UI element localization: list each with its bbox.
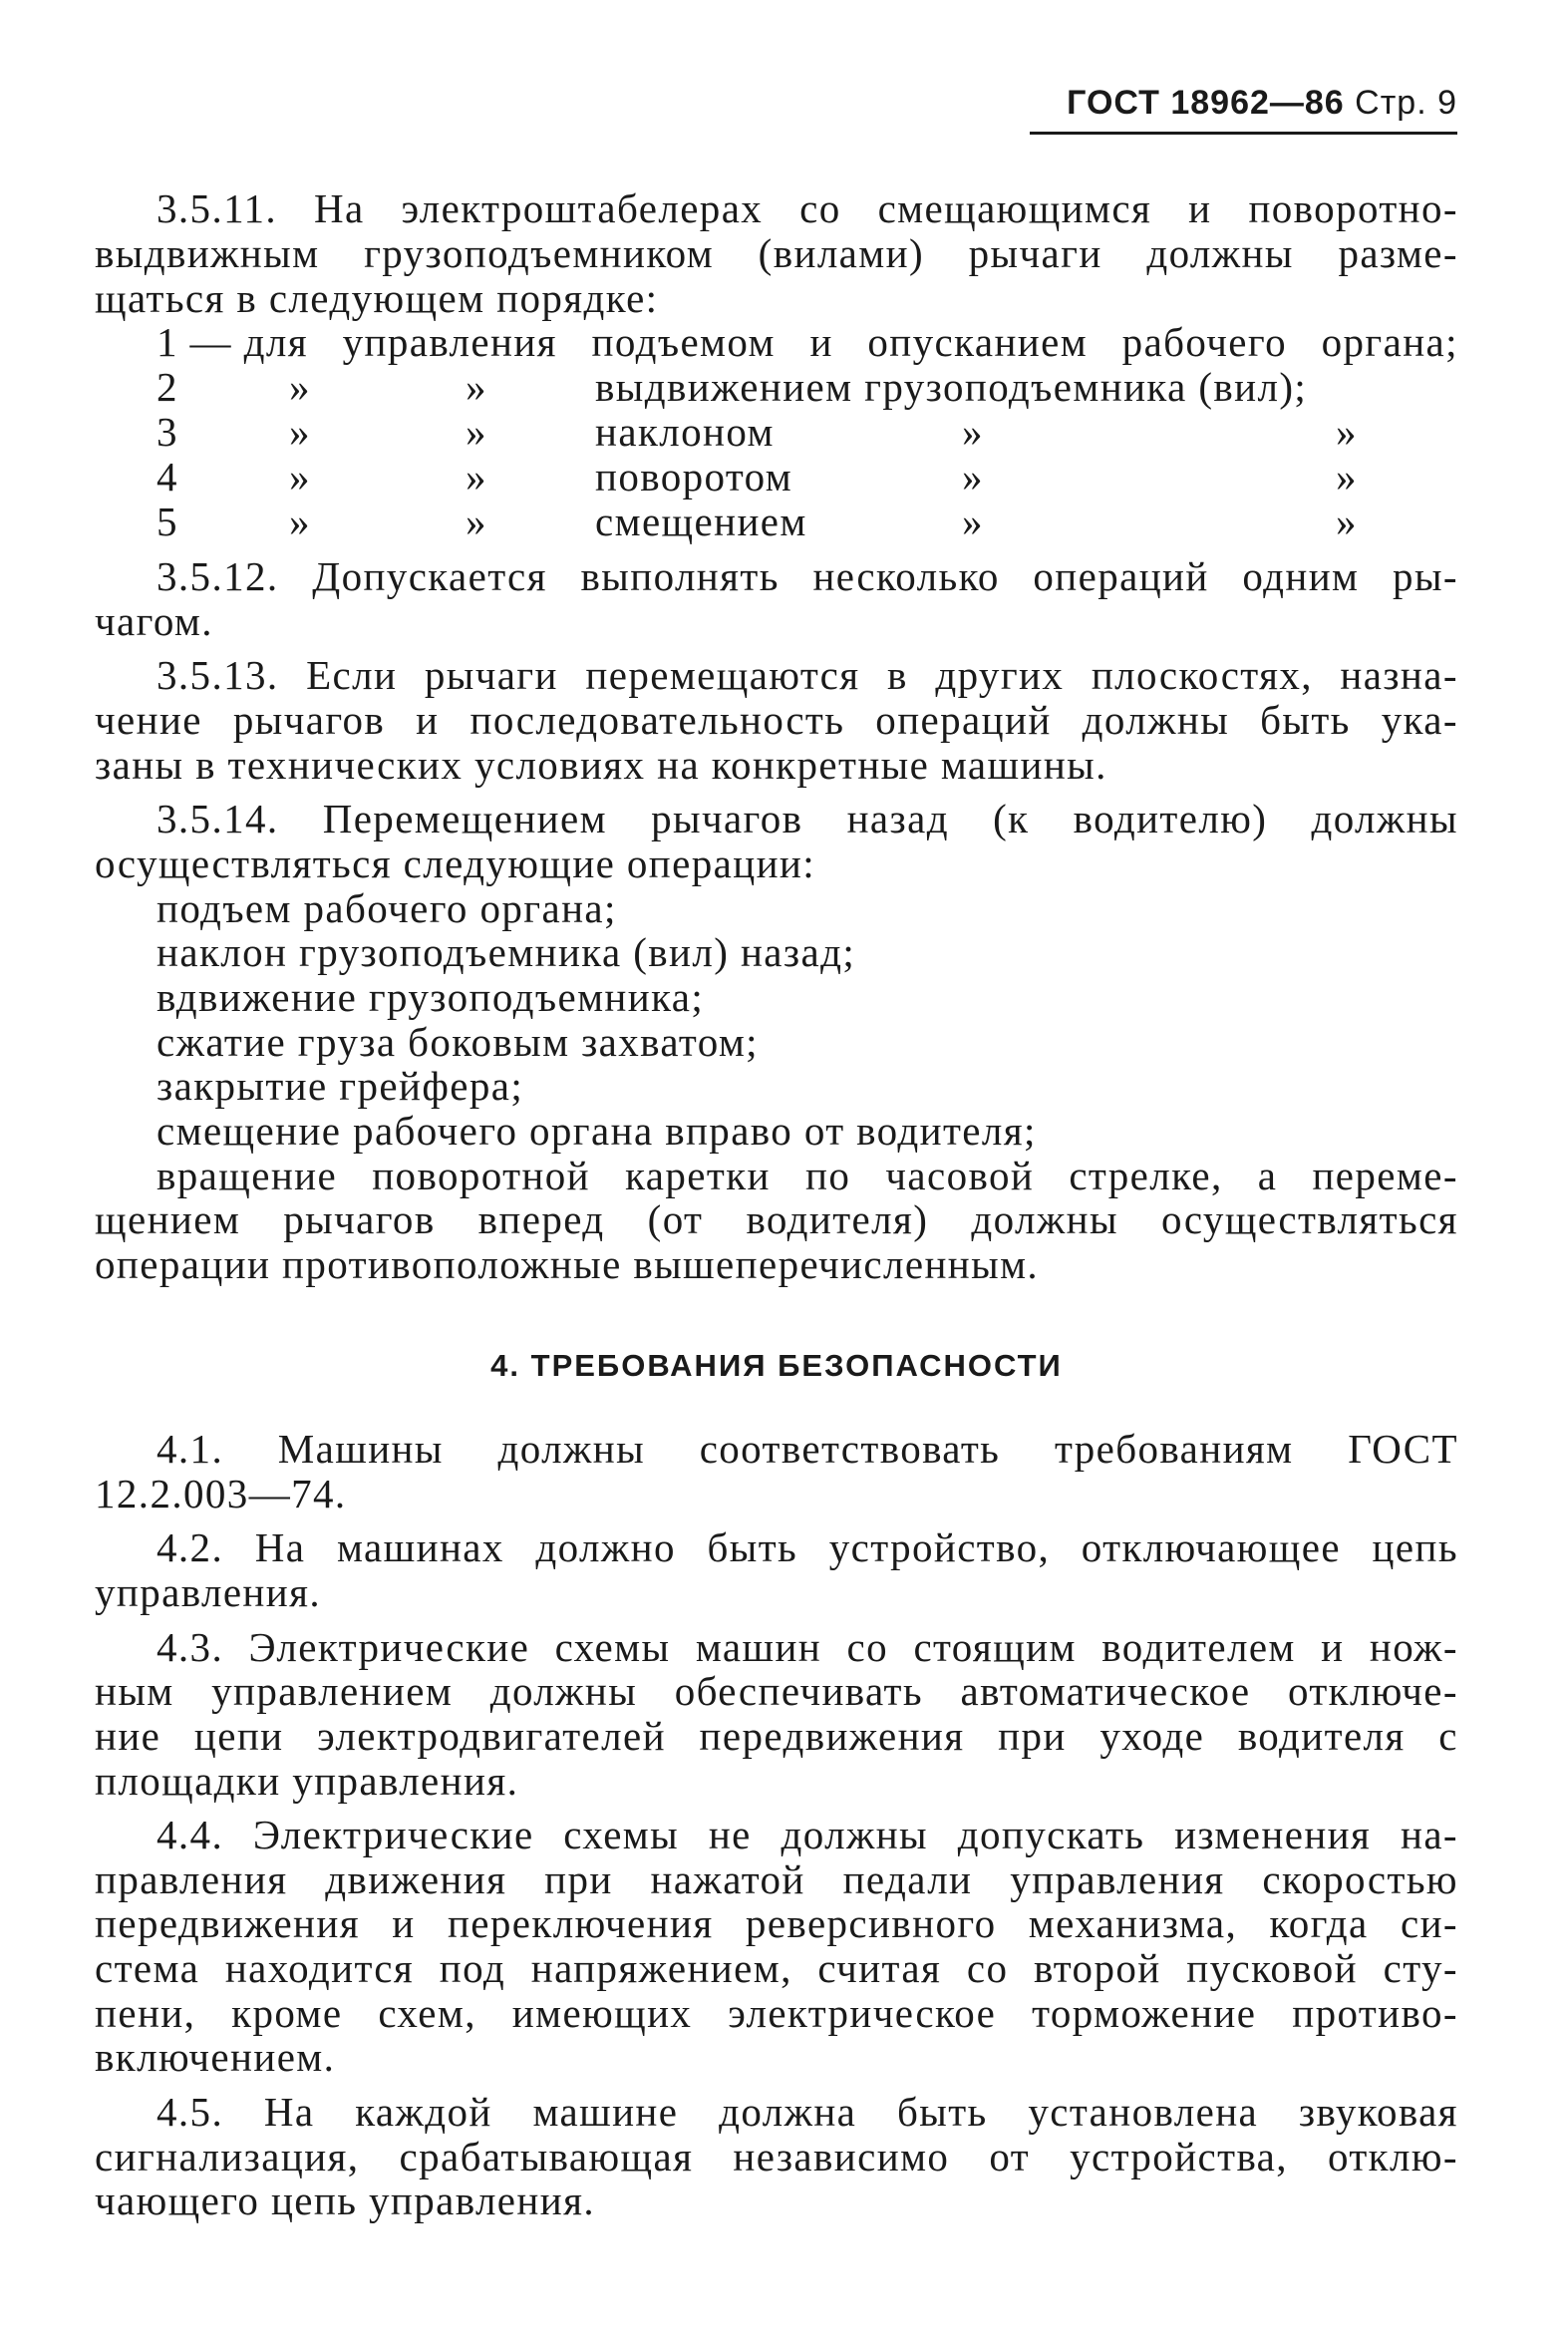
word: а [1257,1153,1278,1198]
word: Если [306,652,398,698]
word: 4.5. [157,2089,224,2135]
operation-item: закрытие грейфера; [157,1063,524,1109]
word: электродвигателей [317,1713,666,1759]
word: пени, [95,1990,196,2036]
operation-item: вдвижение грузоподъемника; [157,974,705,1020]
word: требованиям [1054,1426,1294,1472]
word: несколько [812,553,1000,599]
ditto-mark: » [962,499,984,544]
p45-line-2 [95,2132,1458,2181]
word: поворотной [372,1153,590,1198]
lever-number: 2 [157,364,178,410]
word: водителем [1101,1624,1296,1670]
word: на- [1400,1812,1458,1857]
word: быть [897,2089,988,2135]
page-header [1030,78,1457,128]
word: назна- [1340,652,1458,698]
p41-line-1 [157,1424,1458,1474]
word: рычаги [424,652,558,698]
word: (вилами) [758,230,925,276]
word: схем, [378,1990,476,2036]
p43-line-4: площадки управления. [95,1758,519,1804]
word: Электрические [248,1624,530,1670]
p44-line-3 [95,1898,1458,1948]
word: должны [489,1668,638,1714]
word: рабочего [1121,319,1287,365]
word: скоростью [1262,1856,1458,1902]
word: со [966,1945,1009,1991]
word: имеющих [511,1990,693,2036]
p3513-line-3: заны в технических условиях на конкретные машины. [95,742,1107,788]
header-page: Стр. 9 [1355,84,1457,122]
ditto-mark: » [1336,454,1358,500]
ditto-mark: » [1336,409,1358,455]
p44-line-1 [157,1810,1458,1859]
word: грузоподъемником [364,230,715,276]
p3511-line-3: щаться в следующем порядке: [95,275,659,321]
ditto-mark: » [1336,499,1358,544]
word: других [935,652,1065,698]
section-title: 4. ТРЕБОВАНИЯ БЕЗОПАСНОСТИ [490,1348,1063,1383]
word: рычагов [283,1196,436,1242]
word: перемещаются [585,652,860,698]
ditto-mark: » [289,409,311,455]
word: сигнализация, [95,2134,360,2179]
word: должна [719,2089,857,2135]
word: с [1438,1713,1458,1759]
operation-item: сжатие груза боковым захватом; [157,1019,759,1065]
word: Машины [277,1426,444,1472]
word: по [805,1153,851,1198]
word: плоскостях, [1091,652,1313,698]
word: должны [1082,697,1230,743]
word: реверсивного [745,1900,997,1946]
p3514-line-1 [157,794,1458,843]
word: не [708,1812,752,1857]
word: 4.2. [157,1524,224,1570]
word: независимо [733,2134,950,2179]
p3514-line-10 [95,1194,1458,1244]
word: правления [95,1856,288,1902]
word: ние [95,1713,161,1759]
word: цепь [1372,1524,1458,1570]
p42-line-1 [157,1522,1458,1572]
p44-line-4 [95,1943,1458,1993]
p41-line-2: 12.2.003—74. [95,1471,347,1516]
operation-item: наклон грузоподъемника (вил) назад; [157,929,856,975]
p3514-line-9 [157,1151,1458,1200]
ditto-mark: » [289,499,311,544]
word: отклю- [1327,2134,1458,2179]
word: автоматическое [960,1668,1251,1714]
word: выдвижным [95,230,320,276]
word: 4.3. [157,1624,224,1670]
word: операций [875,697,1052,743]
word: стема [95,1945,200,1991]
ditto-mark: » [466,364,487,410]
word: ГОСТ [1348,1426,1458,1472]
word: последовательность [470,697,845,743]
word: водителя [1237,1713,1406,1759]
word: (к [993,796,1030,841]
word: управления [1010,1856,1225,1902]
word: На [254,1524,306,1570]
word: подъемом [591,319,776,365]
p43-line-3 [95,1711,1458,1761]
word: водителю) [1073,796,1268,841]
word: вперед [477,1196,605,1242]
word: рычагов [232,697,386,743]
word: устройства, [1070,2134,1288,2179]
word: при [544,1856,613,1902]
ditto-mark: » [466,499,487,544]
p42-line-2: управления. [95,1569,322,1615]
word: переме- [1312,1153,1458,1198]
word: должны [1146,230,1294,276]
word: должны [497,1426,646,1472]
word: осуществляться [1160,1196,1458,1242]
word: быть [1260,697,1351,743]
p3511-line-4 [157,317,1458,367]
word: органа; [1321,319,1458,365]
word: механизма, [1028,1900,1238,1946]
word: машинах [336,1524,504,1570]
p3513-line-1 [157,650,1458,700]
word: На [313,185,365,231]
word: Электрические [252,1812,534,1857]
p44-line-6: включением. [95,2034,336,2080]
word: передвижения [699,1713,965,1759]
word: 4.4. [157,1812,224,1857]
word: чение [95,697,202,743]
word: управления [342,319,557,365]
word: смещающимся [877,185,1152,231]
word: педали [842,1856,973,1902]
word: 4.1. [157,1426,224,1472]
word: 3.5.12. [157,553,279,599]
p3513-line-2 [95,695,1458,745]
word: ры- [1393,553,1458,599]
word: допускать [957,1812,1145,1857]
word: электрическое [728,1990,997,2036]
word: 3.5.14. [157,796,279,841]
p3514-line-11: операции противоположные вышеперечисленным. [95,1241,1040,1287]
operation-item: подъем рабочего органа; [157,885,617,931]
word: напряжением, [530,1945,792,1991]
lever-operation: поворотом [595,454,793,500]
word: (от [647,1196,704,1242]
word: одним [1242,553,1360,599]
word: вращение [157,1153,338,1198]
word: когда [1269,1900,1369,1946]
word: находится [224,1945,415,1991]
p3514-line-2: осуществляться следующие операции: [95,840,816,886]
word: рычаги [968,230,1102,276]
word: торможение [1032,1990,1257,2036]
word: кроме [231,1990,343,2036]
header-rule [1030,132,1457,135]
word: ука- [1381,697,1458,743]
p3512-line-2: чагом. [95,598,213,644]
word: опусканием [867,319,1089,365]
word: со [846,1624,889,1670]
ditto-mark: » [466,409,487,455]
word: и [1188,185,1212,231]
word: Перемещением [322,796,607,841]
ditto-mark: » [962,454,984,500]
word: цепи [193,1713,284,1759]
p44-line-5 [95,1988,1458,2038]
word: должны [781,1812,928,1857]
lever-operation: смещением [595,499,807,544]
word: стоящим [913,1624,1077,1670]
word: и [392,1900,416,1946]
word: 3.5.11. [157,185,278,231]
word: обеспечивать [674,1668,923,1714]
lever-number: 4 [157,454,178,500]
word: разме- [1338,230,1458,276]
word: схемы [554,1624,671,1670]
word: движения [325,1856,507,1902]
word: рычагов [651,796,803,841]
ditto-mark: » [289,364,311,410]
word: уходе [1099,1713,1205,1759]
lever-operation: наклоном [595,409,775,455]
word: в [887,652,908,698]
word: срабатывающая [399,2134,694,2179]
word: электроштабелерах [401,185,764,231]
word: щением [95,1196,241,1242]
word: противо- [1292,1990,1458,2036]
word: переключения [447,1900,714,1946]
word: 3.5.13. [157,652,279,698]
word: изменения [1174,1812,1372,1857]
header-standard: ГОСТ 18962—86 [1067,84,1345,122]
word: операций [1033,553,1209,599]
word: устройство, [828,1524,1051,1570]
word: каретки [625,1153,771,1198]
word: установлена [1028,2089,1259,2135]
lever-operation: выдвижением грузоподъемника (вил); [595,364,1308,410]
word: считая [817,1945,942,1991]
lever-number: 3 [157,409,178,455]
word: назад [846,796,949,841]
word: нож- [1369,1624,1458,1670]
word: и [1321,1624,1345,1670]
word: должно [535,1524,676,1570]
word: ным [95,1668,174,1714]
word: водителя) [746,1196,929,1242]
word: со [799,185,841,231]
word: нажатой [650,1856,805,1902]
p45-line-3: чающего цепь управления. [95,2178,595,2223]
ditto-mark: » [466,454,487,500]
word: должны [971,1196,1118,1242]
word: передвижения [95,1900,360,1946]
word: отключе- [1287,1668,1458,1714]
p3512-line-1 [157,551,1458,601]
word: при [998,1713,1067,1759]
lever-number: 5 [157,499,178,544]
word: второй [1034,1945,1161,1991]
word: схемы [563,1812,680,1857]
p45-line-1 [157,2087,1458,2137]
word: соответствовать [699,1426,1001,1472]
word: отключающее [1081,1524,1341,1570]
word: выполнять [580,553,780,599]
word: часовой [885,1153,1035,1198]
word: от [989,2134,1031,2179]
word: машин [695,1624,822,1670]
word: звуковая [1298,2089,1458,2135]
word: Допускается [312,553,547,599]
word: 1 — для [157,319,308,365]
ditto-mark: » [289,454,311,500]
word: стрелке, [1069,1153,1223,1198]
word: каждой [355,2089,492,2135]
p44-line-2 [95,1854,1458,1904]
word: и [809,319,833,365]
p43-line-1 [157,1622,1458,1672]
word: сту- [1383,1945,1458,1991]
operation-item: смещение рабочего органа вправо от водителя; [157,1108,1037,1154]
word: пусковой [1186,1945,1358,1991]
word: поворотно- [1248,185,1458,231]
word: На [263,2089,315,2135]
p3511-line-2 [95,228,1458,278]
ditto-mark: » [962,409,984,455]
word: и [416,697,440,743]
word: машине [532,2089,679,2135]
word: должны [1311,796,1458,841]
p3511-line-1 [157,183,1458,233]
p43-line-2 [95,1666,1458,1716]
word: быть [707,1524,798,1570]
word: под [439,1945,506,1991]
word: управлением [211,1668,454,1714]
word: си- [1400,1900,1458,1946]
